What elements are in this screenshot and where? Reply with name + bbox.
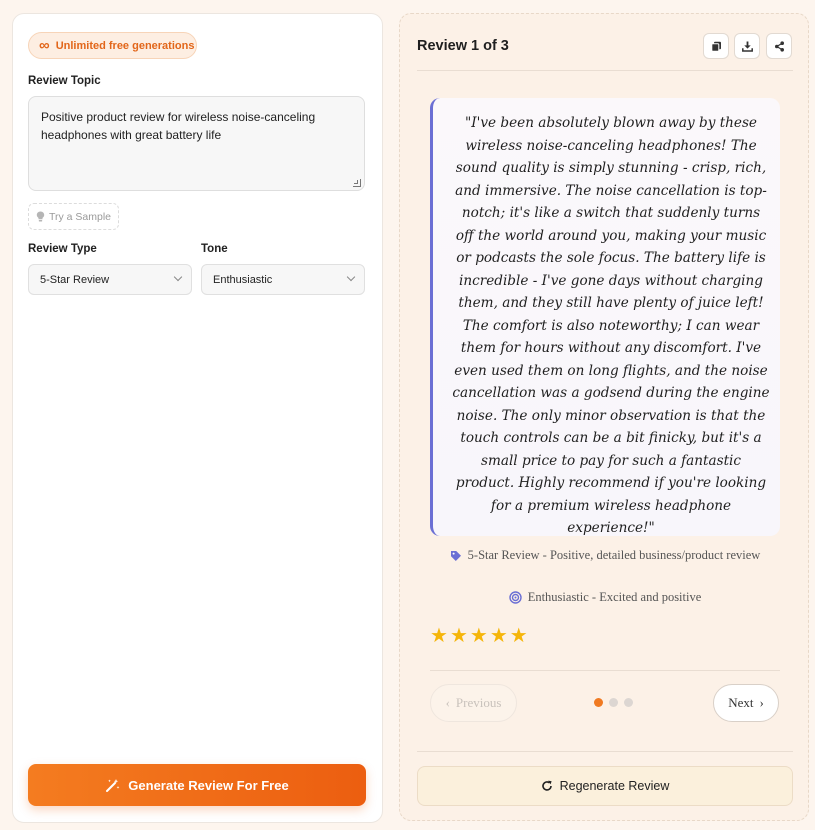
previous-label: Previous	[455, 695, 502, 710]
magic-wand-icon	[105, 778, 120, 793]
review-text: "I've been absolutely blown away by these wireless noise-canceling headphones! The sound quality is simply stunning - crisp, rich, and immersive. The noise cancellation is top-notch; it's like a switch that suddenly turns off the world around you, making your music or podcasts the sole focus. The battery life is incredible - I've gone days without charging them, and they still have plenty of juice left! The comfort is also noteworthy; I can wear them for hours without any discomfort. I've even used them on long flights, and the noise cancellation was a godsend during the engine noise. The only minor observation is that the touch controls can be a bit finicky, but it's a small price to pay for such a fantastic product. Highly recommend if you're looking for a premium wireless headphone experience!"	[452, 115, 770, 536]
chevron-left-icon: ‹	[445, 695, 450, 710]
chevron-down-icon	[174, 273, 182, 281]
pagination-dot[interactable]	[594, 698, 603, 707]
lightbulb-icon	[36, 211, 45, 222]
review-type-value: 5-Star Review	[40, 273, 110, 286]
copy-button[interactable]	[703, 33, 729, 59]
download-button[interactable]	[734, 33, 760, 59]
unlimited-badge	[28, 32, 197, 59]
generate-review-button[interactable]	[28, 764, 366, 806]
tone-select[interactable]	[201, 264, 365, 295]
review-form-panel	[12, 13, 383, 823]
tone-meta	[400, 590, 810, 605]
tag-icon	[450, 550, 462, 562]
tone-label: Tone	[201, 243, 228, 255]
badge-label: Unlimited free generations	[55, 39, 195, 52]
regenerate-review-label: Regenerate Review	[559, 779, 670, 793]
pagination-dot[interactable]	[624, 698, 633, 707]
previous-button[interactable]	[430, 684, 517, 722]
star-icon: ★	[430, 625, 448, 647]
regenerate-review-button[interactable]	[417, 766, 793, 806]
try-sample-button[interactable]	[28, 203, 119, 230]
try-sample-label: Try a Sample	[48, 210, 112, 223]
star-icon: ★	[469, 625, 488, 647]
review-type-select[interactable]	[28, 264, 192, 295]
review-topic-label: Review Topic	[28, 75, 101, 87]
star-icon: ★	[489, 625, 508, 647]
generate-review-label: Generate Review For Free	[128, 777, 289, 793]
share-button[interactable]	[766, 33, 792, 59]
review-counter-title: Review 1 of 3	[417, 38, 509, 54]
next-button[interactable]	[713, 684, 779, 722]
chevron-right-icon: ›	[759, 695, 764, 710]
pagination-dots	[594, 698, 633, 707]
download-icon	[742, 41, 753, 52]
review-type-label: Review Type	[28, 243, 97, 255]
footer-divider	[417, 751, 793, 752]
review-type-meta	[400, 548, 810, 563]
review-topic-value: Positive product review for wireless noise-canceling headphones with great battery life	[41, 110, 316, 142]
review-type-meta-text: 5-Star Review - Positive, detailed business/product review	[467, 548, 761, 562]
copy-icon	[711, 41, 722, 52]
review-topic-input[interactable]	[28, 96, 365, 191]
pagination-dot[interactable]	[609, 698, 618, 707]
share-icon	[774, 41, 785, 52]
refresh-icon	[541, 780, 553, 792]
review-quote-card	[430, 98, 780, 536]
star-rating	[430, 626, 528, 646]
header-divider	[417, 70, 793, 71]
resize-handle-icon[interactable]	[353, 179, 361, 187]
star-icon: ★	[449, 625, 468, 647]
tone-value: Enthusiastic	[213, 273, 273, 286]
star-icon: ★	[509, 625, 528, 647]
nav-divider	[430, 670, 780, 671]
review-result-panel	[399, 13, 809, 821]
tone-meta-text: Enthusiastic - Excited and positive	[527, 590, 702, 604]
target-icon	[509, 591, 522, 604]
next-label: Next	[728, 695, 754, 710]
infinity-icon: ∞	[39, 37, 50, 54]
chevron-down-icon	[347, 273, 355, 281]
